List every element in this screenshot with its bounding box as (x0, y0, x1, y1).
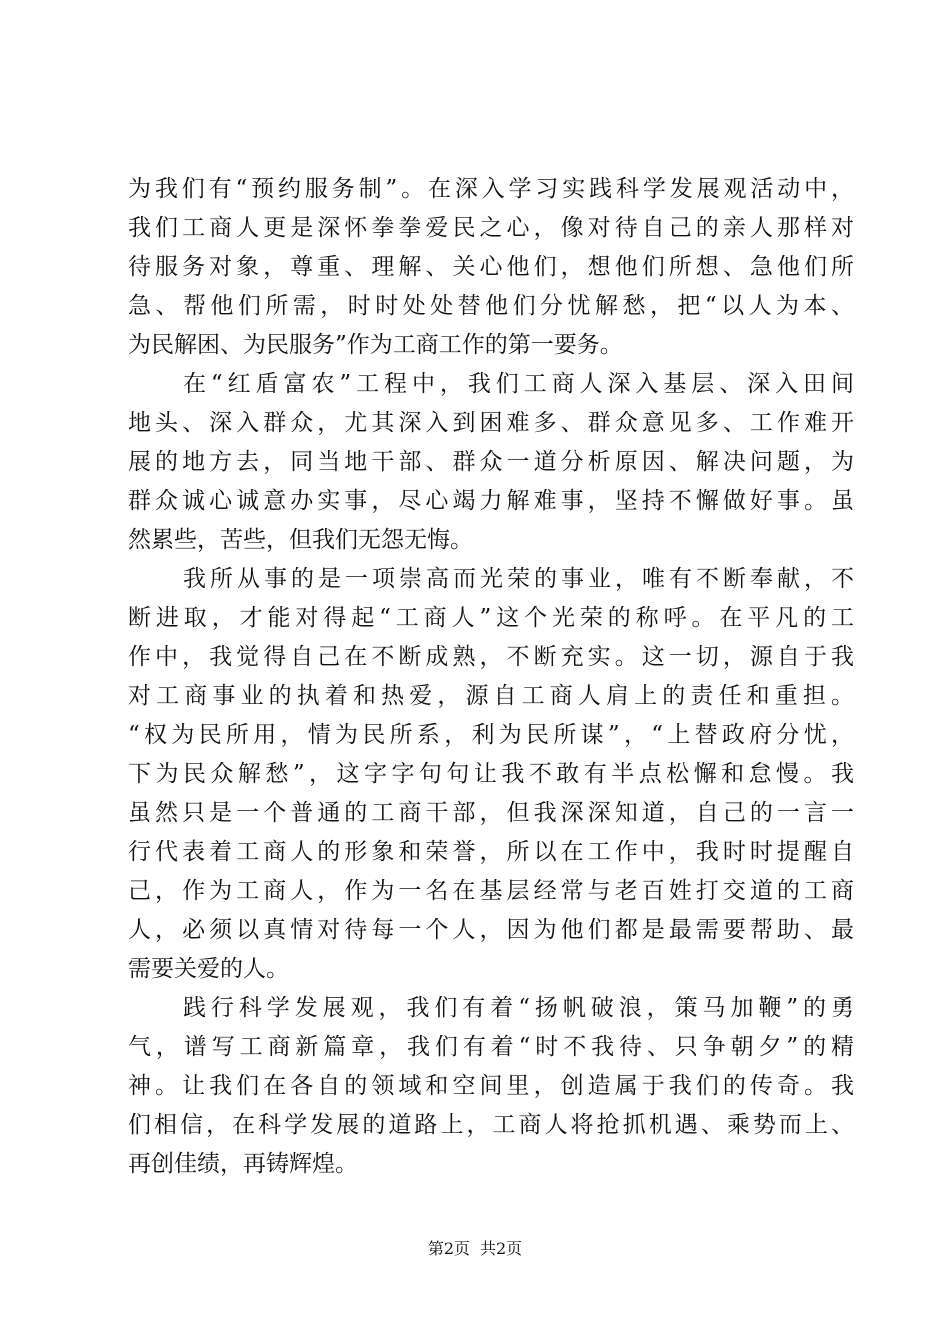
paragraph-4-line-2: 气，谱写工商新篇章，我们有着“时不我待、只争朝夕”的精 (128, 1034, 854, 1060)
paragraph-1-line-1: 为我们有“预约服务制”。在深入学习实践科学发展观活动中， (128, 176, 854, 202)
paragraph-2-line-3: 展的地方去，同当地干部、群众一道分析原因、解决问题，为 (128, 449, 854, 475)
paragraph-3-line-3: 作中，我觉得自己在不断成熟，不断充实。这一切，源自于我 (128, 644, 854, 670)
paragraph-3-line-8: 行代表着工商人的形象和荣誉，所以在工作中，我时时提醒自 (128, 839, 854, 865)
paragraph-4-line-1: 践行科学发展观，我们有着“扬帆破浪，策马加鞭”的勇 (183, 995, 854, 1021)
paragraph-3-line-7: 虽然只是一个普通的工商干部，但我深深知道，自己的一言一 (128, 800, 854, 826)
paragraph-3-line-2: 断进取，才能对得起“工商人”这个光荣的称呼。在平凡的工 (128, 605, 854, 631)
paragraph-3-line-11: 需要关爱的人。 (128, 956, 289, 982)
page-footer (0, 1238, 950, 1260)
paragraph-3-line-9: 己，作为工商人，作为一名在基层经常与老百姓打交道的工商 (128, 878, 854, 904)
paragraph-2-line-5: 然累些，苦些，但我们无怨无悔。 (128, 527, 473, 553)
paragraph-3-line-4: 对工商事业的执着和热爱，源自工商人肩上的责任和重担。 (128, 683, 854, 709)
paragraph-1-line-4: 急、帮他们所需，时时处处替他们分忧解愁，把“以人为本、 (128, 293, 854, 319)
paragraph-4-line-5: 再创佳绩，再铸辉煌。 (128, 1151, 358, 1177)
paragraph-1-line-3: 待服务对象，尊重、理解、关心他们，想他们所想、急他们所 (128, 254, 854, 280)
paragraph-1-line-5: 为民解困、为民服务”作为工商工作的第一要务。 (128, 332, 623, 358)
paragraph-3-line-5: “权为民所用，情为民所系，利为民所谋”，“上替政府分忧， (128, 722, 854, 748)
page-number: 第2页 (427, 1239, 470, 1258)
paragraph-2-line-2: 地头、深入群众，尤其深入到困难多、群众意见多、工作难开 (128, 410, 854, 436)
paragraph-3-line-10: 人，必须以真情对待每一个人，因为他们都是最需要帮助、最 (128, 917, 854, 943)
paragraph-2-line-1: 在“红盾富农”工程中，我们工商人深入基层、深入田间 (183, 371, 854, 397)
page-total: 共2页 (480, 1239, 523, 1258)
document-body (128, 170, 854, 1184)
paragraph-2-line-4: 群众诚心诚意办实事，尽心竭力解难事，坚持不懈做好事。虽 (128, 488, 854, 514)
paragraph-4-line-4: 们相信，在科学发展的道路上，工商人将抢抓机遇、乘势而上、 (128, 1112, 854, 1138)
paragraph-4-line-3: 神。让我们在各自的领域和空间里，创造属于我们的传奇。我 (128, 1073, 854, 1099)
paragraph-1-line-2: 我们工商人更是深怀拳拳爱民之心，像对待自己的亲人那样对 (128, 215, 854, 241)
paragraph-3-line-6: 下为民众解愁”，这字字句句让我不敢有半点松懈和怠慢。我 (128, 761, 854, 787)
paragraph-3-line-1: 我所从事的是一项崇高而光荣的事业，唯有不断奉献，不 (183, 566, 854, 592)
